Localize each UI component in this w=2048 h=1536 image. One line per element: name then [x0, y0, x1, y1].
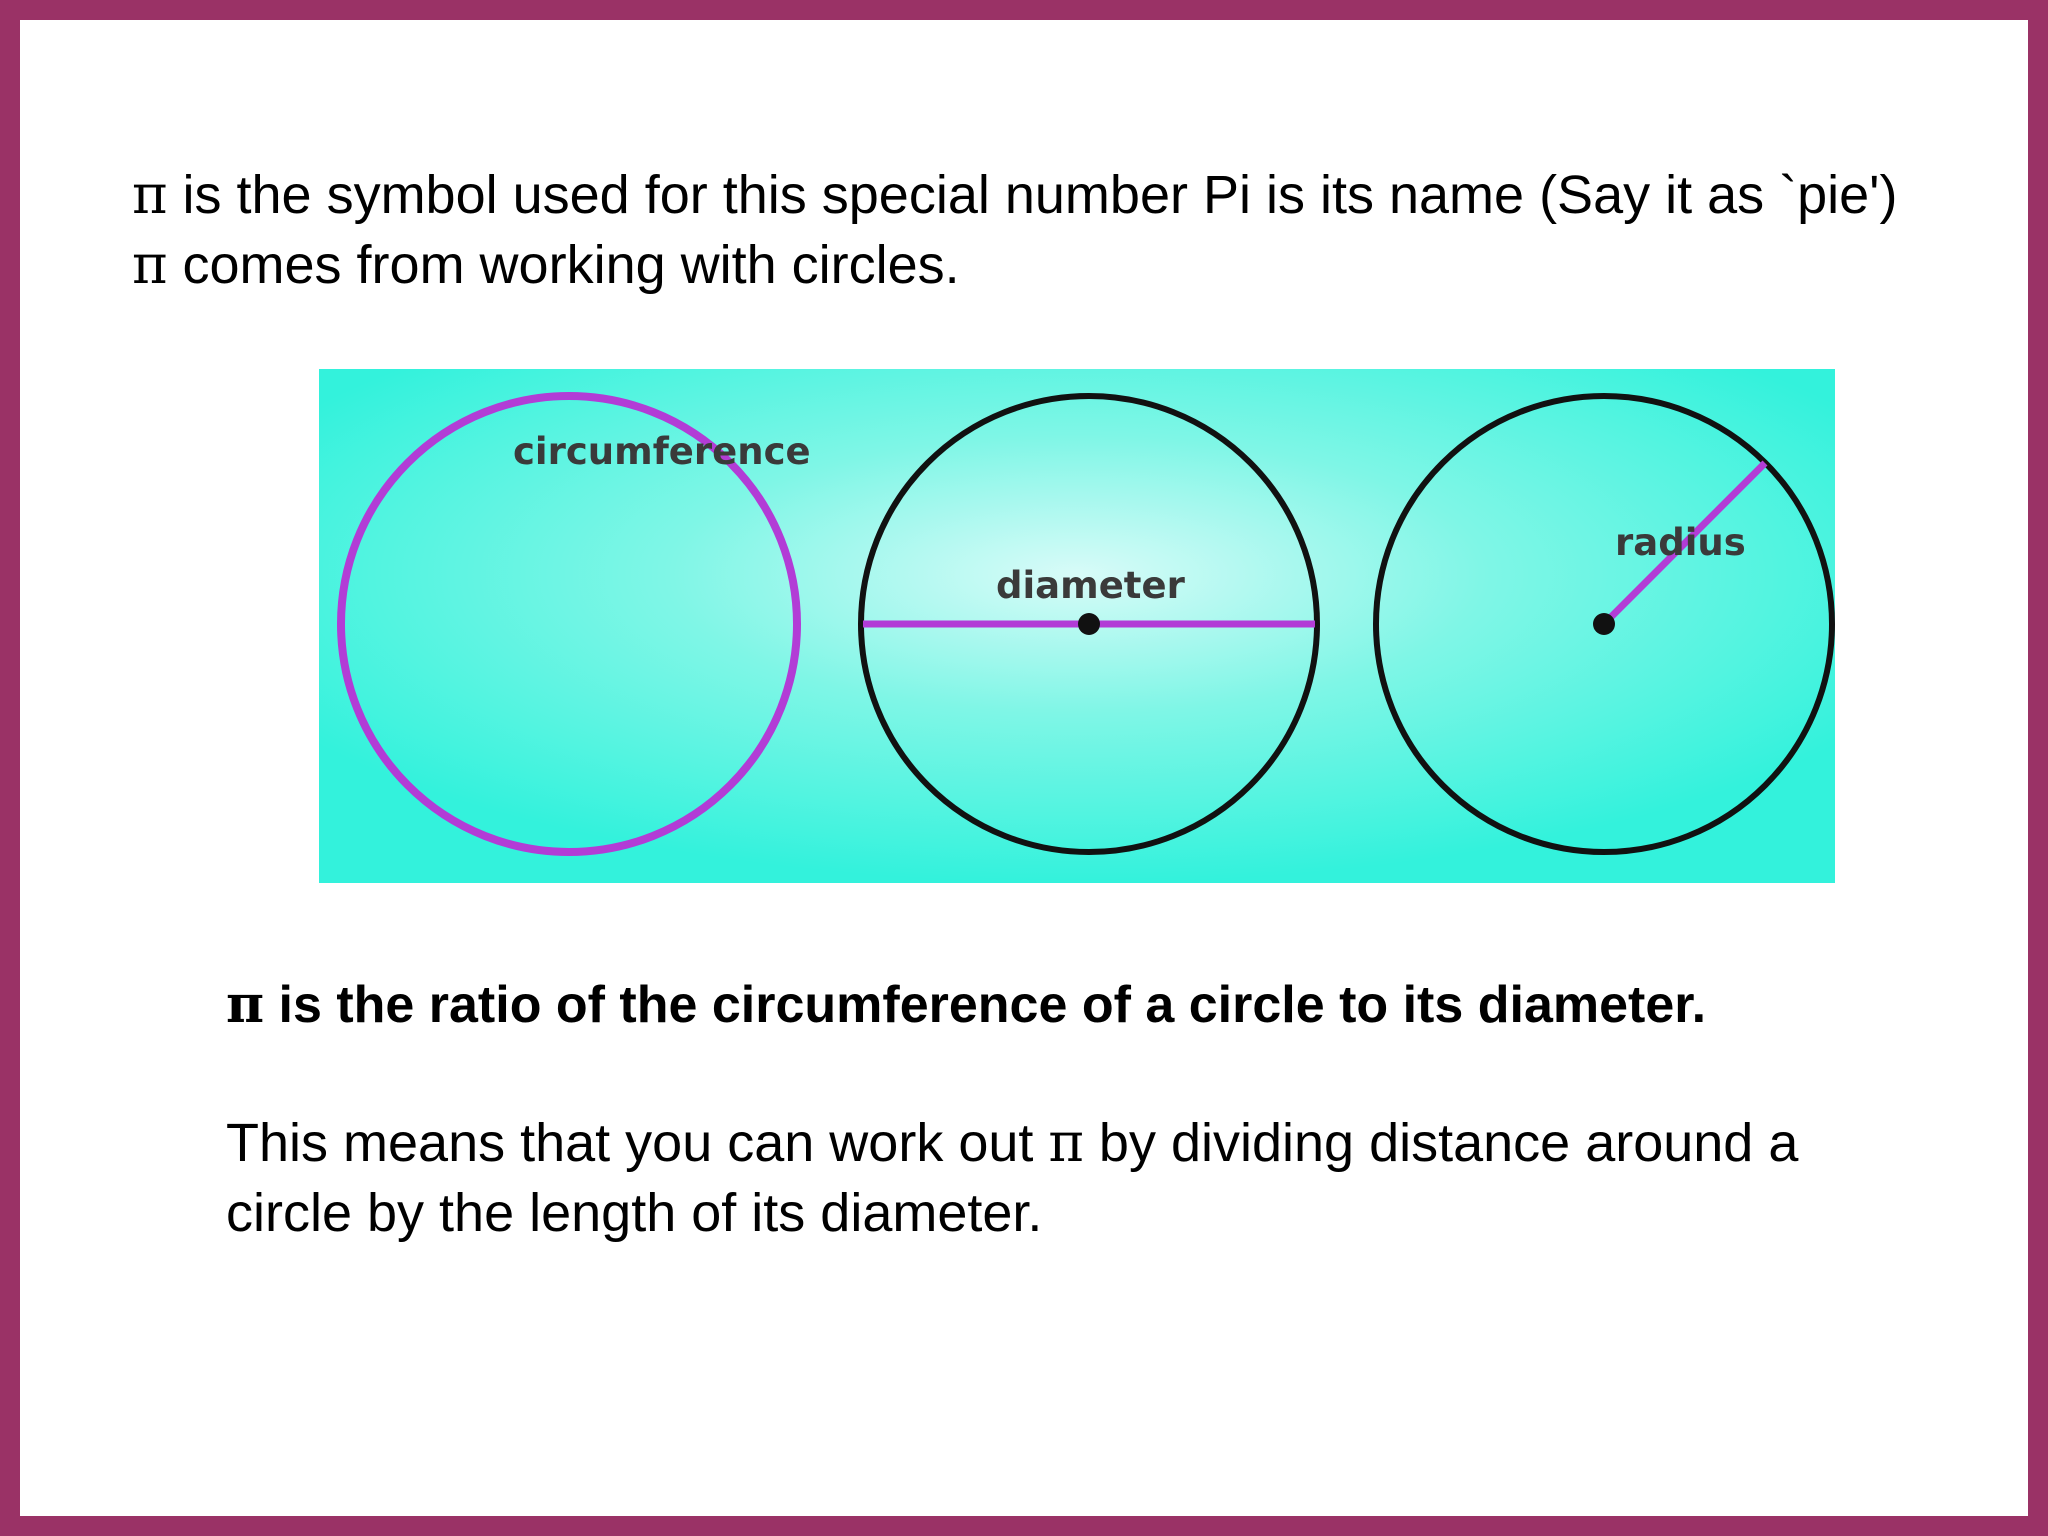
circle-diagram-svg: [319, 369, 1835, 883]
circle-parts-diagram: [319, 369, 1835, 883]
radius-label: radius: [1615, 521, 1746, 564]
pi-definition-text: is the ratio of the circumference of a circle to its diameter.: [264, 976, 1707, 1034]
explanation-line-1-b: by dividing distance around a: [1083, 1113, 1799, 1173]
intro-line-2: [132, 230, 2032, 300]
pi-symbol: π: [226, 974, 265, 1035]
pi-symbol: π: [132, 233, 168, 296]
explanation-line-2: circle by the length of its diameter.: [226, 1183, 1043, 1243]
intro-line-1: [132, 160, 2032, 230]
pi-symbol: π: [132, 163, 168, 226]
intro-text: [132, 160, 2032, 300]
diameter-label: diameter: [996, 564, 1185, 607]
radius-center-dot: [1593, 613, 1615, 635]
circumference-label: circumference: [513, 430, 811, 473]
pi-definition: [226, 970, 1706, 1040]
explanation-text: [226, 1108, 1798, 1248]
diameter-center-dot: [1078, 613, 1100, 635]
intro-line-1-text: is the symbol used for this special number Pi is its name (Say it as `pie'): [167, 165, 1898, 225]
explanation-line-1: [226, 1108, 1798, 1178]
explanation-line-1-a: This means that you can work out: [226, 1113, 1049, 1173]
intro-line-2-text: comes from working with circles.: [167, 235, 960, 295]
pi-symbol: π: [1048, 1111, 1084, 1174]
